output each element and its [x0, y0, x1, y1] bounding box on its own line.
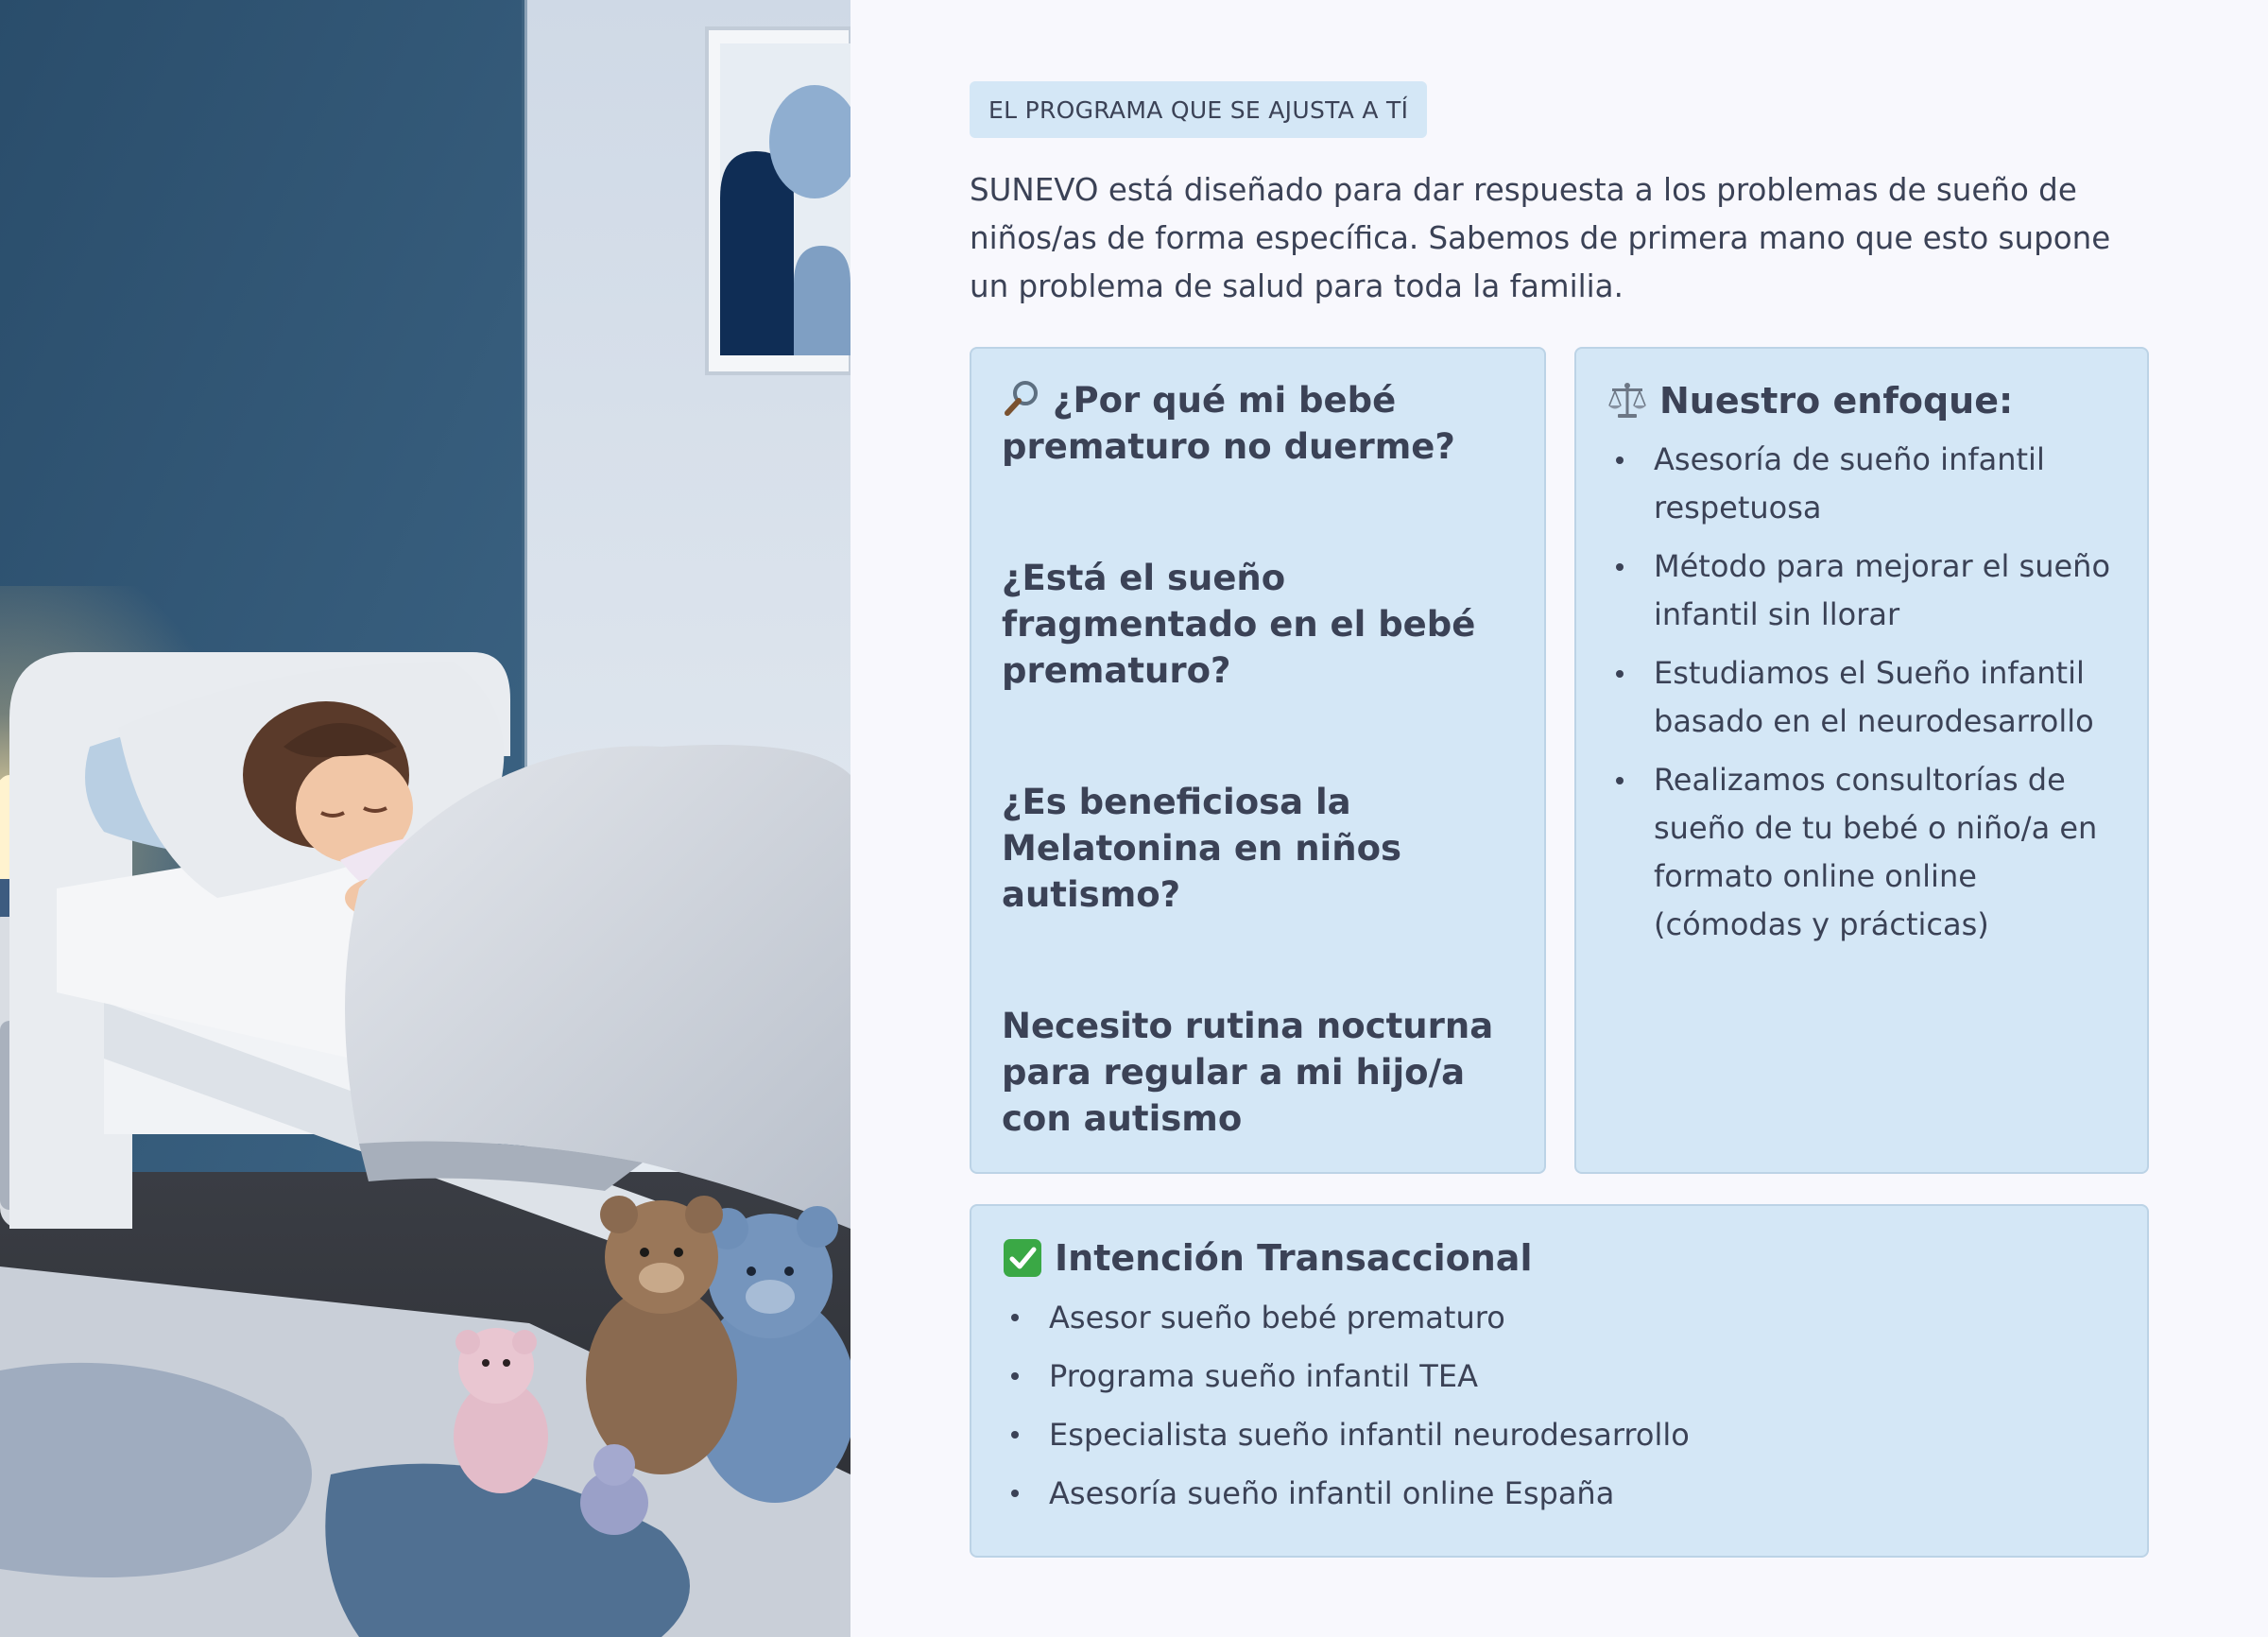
intro-paragraph: SUNEVO está diseñado para dar respuesta a los problemas de sueño de niños/as de forma específica. Sabemos de primera mano que esto supone un problema de salud para toda la familia. — [970, 172, 2111, 304]
intent-card — [970, 1204, 2149, 1558]
intent-title — [1002, 1234, 2117, 1282]
approach-item: Método para mejorar el sueño infantil sin llorar — [1606, 543, 2117, 639]
question-item: ¿Es beneficiosa la Melatonina en niños autismo? — [1002, 782, 1402, 915]
approach-item: Realizamos consultorías de sueño de tu bebé o niño/a en formato online online (cómodas y prácticas) — [1606, 756, 2117, 949]
magnifying-glass-icon — [1002, 377, 1041, 423]
content-column — [970, 0, 2149, 1637]
question-item: ¿Está el sueño fragmentado en el bebé prematuro? — [1002, 558, 1476, 691]
intent-list — [1002, 1293, 2117, 1518]
approach-item: Asesoría de sueño infantil respetuosa — [1606, 436, 2117, 532]
intent-title-text: Intención Transaccional — [1055, 1237, 1533, 1279]
intent-item: Asesor sueño bebé prematuro — [1002, 1293, 2117, 1342]
approach-list — [1606, 436, 2117, 949]
intent-item: Especialista sueño infantil neurodesarrollo — [1002, 1410, 2117, 1459]
question-item: ¿Por qué mi bebé prematuro no duerme? — [1002, 377, 1514, 470]
intent-item: Asesoría sueño infantil online España — [1002, 1469, 2117, 1518]
check-mark-icon — [1002, 1237, 1043, 1279]
approach-card — [1574, 347, 2149, 1174]
section-tag: EL PROGRAMA QUE SE AJUSTA A TÍ — [970, 81, 1427, 138]
hero-photo-sleeping-child — [0, 0, 850, 1637]
approach-title-text: Nuestro enfoque: — [1659, 380, 2014, 422]
question-item: Necesito rutina nocturna para regular a mi hijo/a con autismo — [1002, 1006, 1494, 1139]
approach-title — [1606, 377, 2117, 424]
questions-card — [970, 347, 1546, 1174]
balance-scale-icon — [1606, 380, 1648, 422]
approach-item: Estudiamos el Sueño infantil basado en el neurodesarrollo — [1606, 649, 2117, 746]
intent-item: Programa sueño infantil TEA — [1002, 1352, 2117, 1401]
